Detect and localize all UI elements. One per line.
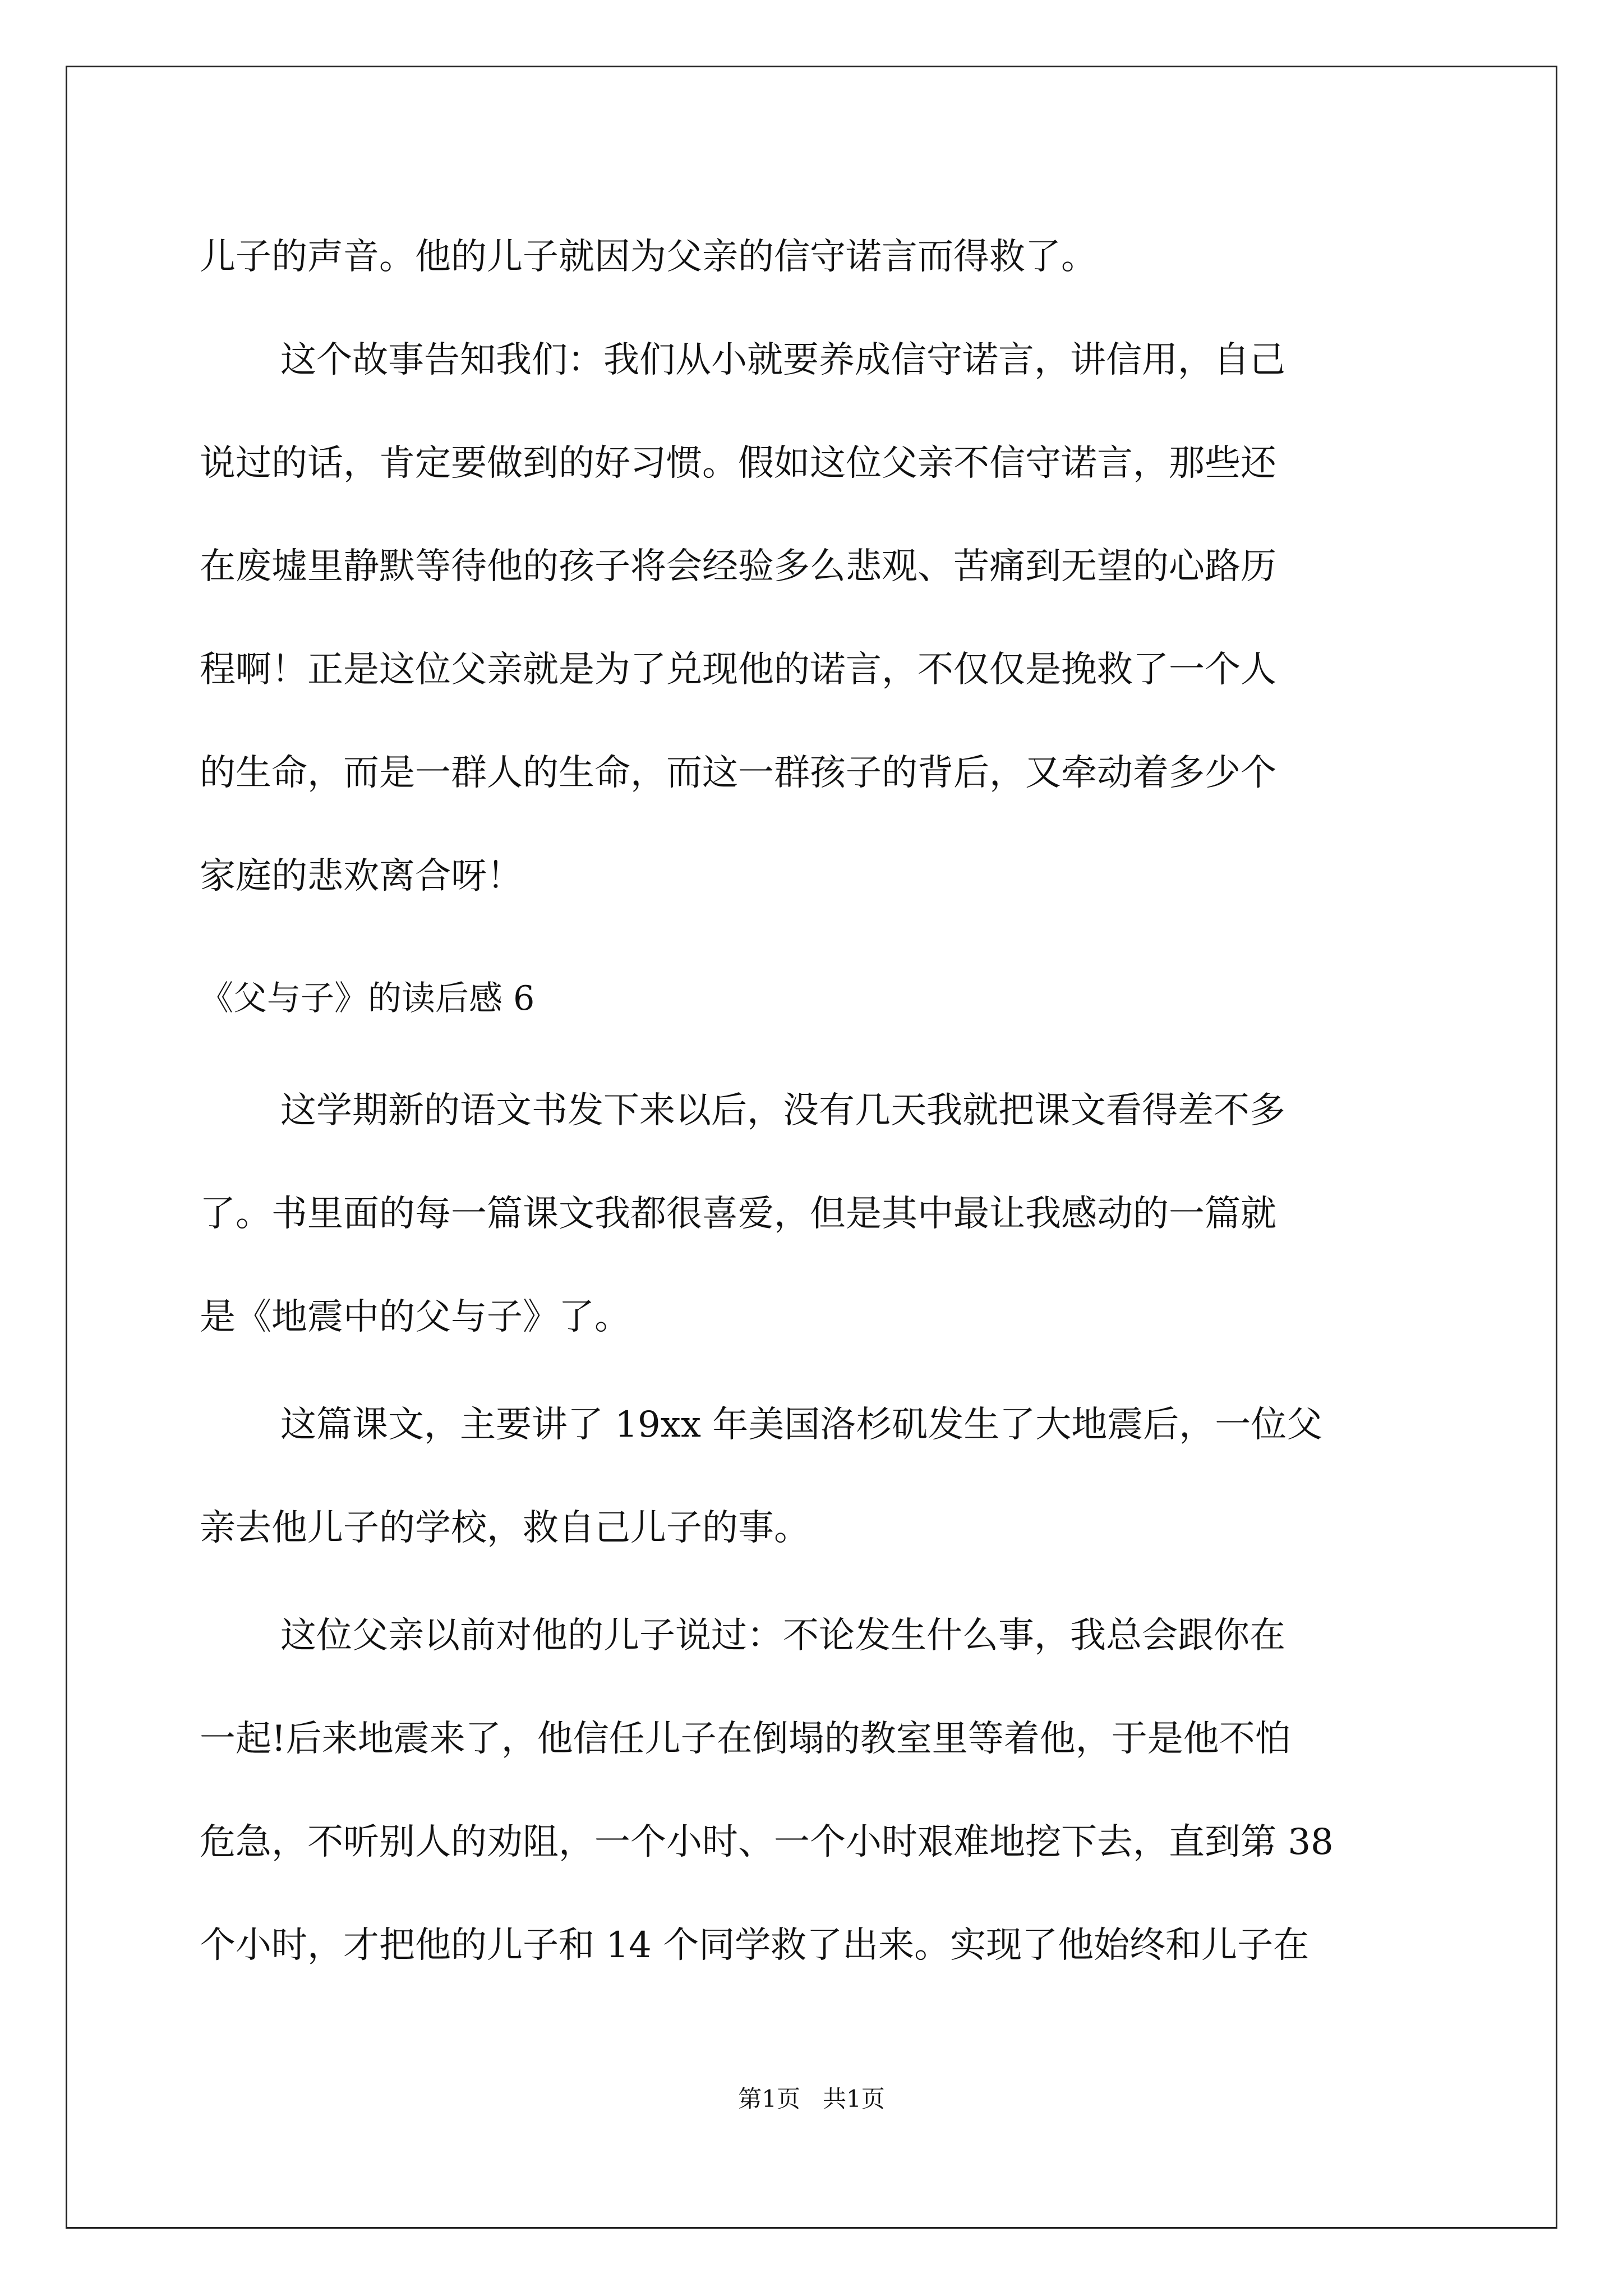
paragraph-line: 在废墟里静默等待他的孩子将会经验多么悲观、苦痛到无望的心路历: [200, 546, 1276, 587]
paragraph-line: 这篇课文，主要讲了 19xx 年美国洛杉矶发生了大地震后，一位父: [280, 1404, 1323, 1446]
paragraph-line: 一起!后来地震来了，他信任儿子在倒塌的教室里等着他，于是他不怕: [200, 1718, 1291, 1760]
paragraph-line: 是《地震中的父与子》了。: [200, 1296, 630, 1338]
paragraph-line: 这位父亲以前对他的儿子说过：不论发生什么事，我总会跟你在: [280, 1615, 1285, 1657]
paragraph-line: 的生命，而是一群人的生命，而这一群孩子的背后，又牵动着多少个: [200, 752, 1276, 794]
paragraph-line: 亲去他儿子的学校，救自己儿子的事。: [200, 1507, 810, 1549]
paragraph-line: 这学期新的语文书发下来以后，没有几天我就把课文看得差不多: [280, 1090, 1285, 1131]
paragraph-line: 了。书里面的每一篇课文我都很喜爱，但是其中最让我感动的一篇就: [200, 1193, 1276, 1235]
paragraph-line: 儿子的声音。他的儿子就因为父亲的信守诺言而得救了。: [200, 236, 1097, 278]
paragraph-line: 危急，不听别人的劝阻，一个小时、一个小时艰难地挖下去，直到第 38: [200, 1821, 1334, 1863]
paragraph-line: 这个故事告知我们：我们从小就要养成信守诺言，讲信用，自己: [280, 339, 1285, 381]
paragraph-line: 个小时，才把他的儿子和 14 个同学救了出来。实现了他始终和儿子在: [200, 1925, 1310, 1966]
paragraph-line: 程啊！正是这位父亲就是为了兑现他的诺言，不仅仅是挽救了一个人: [200, 649, 1276, 691]
section-heading: 《父与子》的读后感 6: [200, 979, 535, 1018]
paragraph-line: 说过的话，肯定要做到的好习惯。假如这位父亲不信守诺言，那些还: [200, 443, 1276, 484]
paragraph-line: 家庭的悲欢离合呀！: [200, 855, 523, 897]
page-footer: 第1页 共1页: [738, 2085, 885, 2113]
page-border: [66, 66, 1557, 2229]
